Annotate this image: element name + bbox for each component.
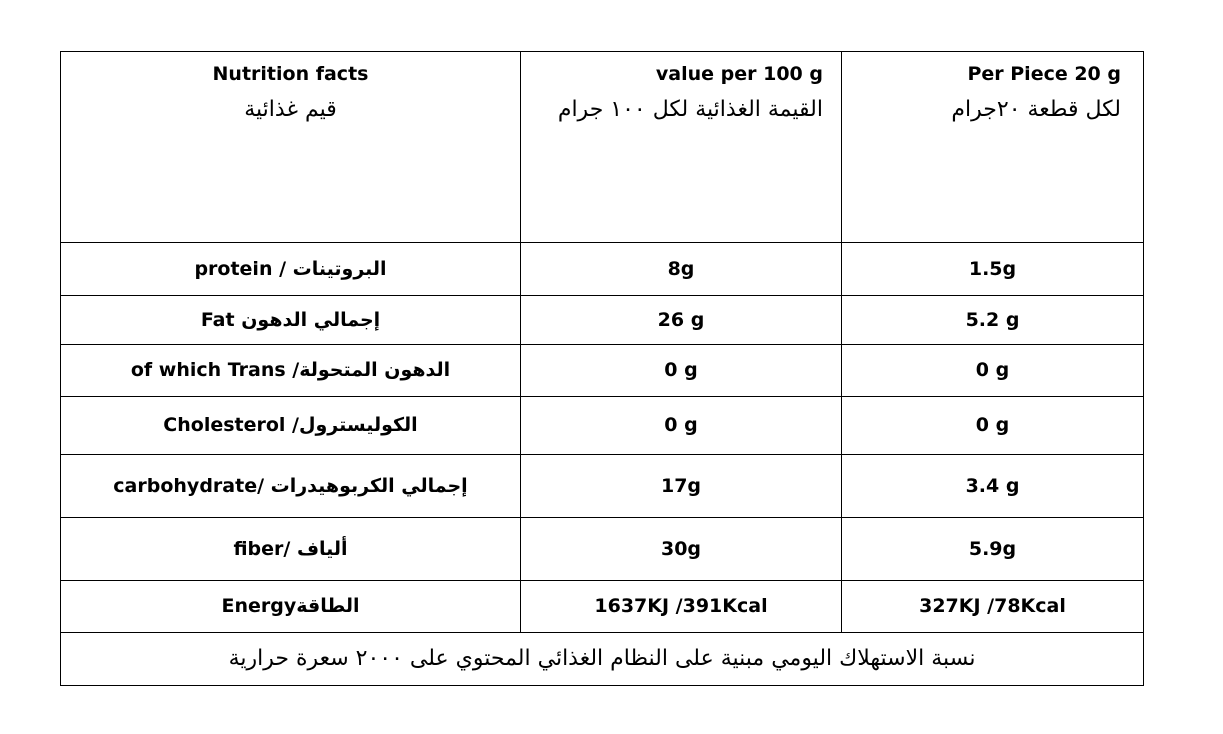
nutrient-label: إجمالي الدهون Fat bbox=[61, 296, 521, 345]
nutrient-label: الدهون المتحولة/ of which Trans bbox=[61, 345, 521, 397]
header-cell-per-piece bbox=[842, 52, 1144, 243]
table-row bbox=[61, 296, 1144, 345]
table-row bbox=[61, 455, 1144, 518]
value-per-piece: 5.9g bbox=[842, 518, 1144, 581]
nutrient-label: ألياف /fiber bbox=[61, 518, 521, 581]
value-per-piece: 1.5g bbox=[842, 243, 1144, 296]
value-per-piece: 5.2 g bbox=[842, 296, 1144, 345]
table-row bbox=[61, 345, 1144, 397]
table-row bbox=[61, 397, 1144, 455]
value-per-piece: 3.4 g bbox=[842, 455, 1144, 518]
value-per-100g: 0 g bbox=[521, 397, 842, 455]
nutrient-label: الكوليسترول/ Cholesterol bbox=[61, 397, 521, 455]
value-per-100g: 8g bbox=[521, 243, 842, 296]
header-cell-value-per-100g bbox=[521, 52, 842, 243]
header-cell-nutrition-facts bbox=[61, 52, 521, 243]
header-value-per-100g-en: value per 100 g bbox=[655, 63, 823, 85]
nutrient-label: إجمالي الكربوهيدرات /carbohydrate bbox=[61, 455, 521, 518]
header-value-per-100g-ar: القيمة الغذائية لكل ١٠٠ جرام bbox=[557, 96, 823, 122]
header-nutrition-facts-ar: قيم غذائية bbox=[244, 96, 337, 122]
value-per-piece: 0 g bbox=[842, 345, 1144, 397]
nutrient-label: البروتينات / protein bbox=[61, 243, 521, 296]
value-per-piece: 0 g bbox=[842, 397, 1144, 455]
value-per-100g: 30g bbox=[521, 518, 842, 581]
table-row bbox=[61, 243, 1144, 296]
table-header-row bbox=[61, 52, 1144, 243]
header-per-piece-ar: لكل قطعة ٢٠جرام bbox=[951, 96, 1121, 122]
nutrition-facts-table bbox=[60, 51, 1144, 686]
header-per-piece-en: Per Piece 20 g bbox=[967, 63, 1121, 85]
header-nutrition-facts-en: Nutrition facts bbox=[212, 63, 369, 85]
nutrient-label: الطاقةEnergy bbox=[61, 581, 521, 633]
table-row bbox=[61, 518, 1144, 581]
daily-intake-note: نسبة الاستهلاك اليومي مبنية على النظام الغذائي المحتوي على ٢٠٠٠ سعرة حرارية bbox=[61, 633, 1144, 686]
value-per-piece: 327KJ /78Kcal bbox=[842, 581, 1144, 633]
value-per-100g: 1637KJ /391Kcal bbox=[521, 581, 842, 633]
table-footer-row bbox=[61, 633, 1144, 686]
table-row bbox=[61, 581, 1144, 633]
value-per-100g: 26 g bbox=[521, 296, 842, 345]
value-per-100g: 0 g bbox=[521, 345, 842, 397]
value-per-100g: 17g bbox=[521, 455, 842, 518]
